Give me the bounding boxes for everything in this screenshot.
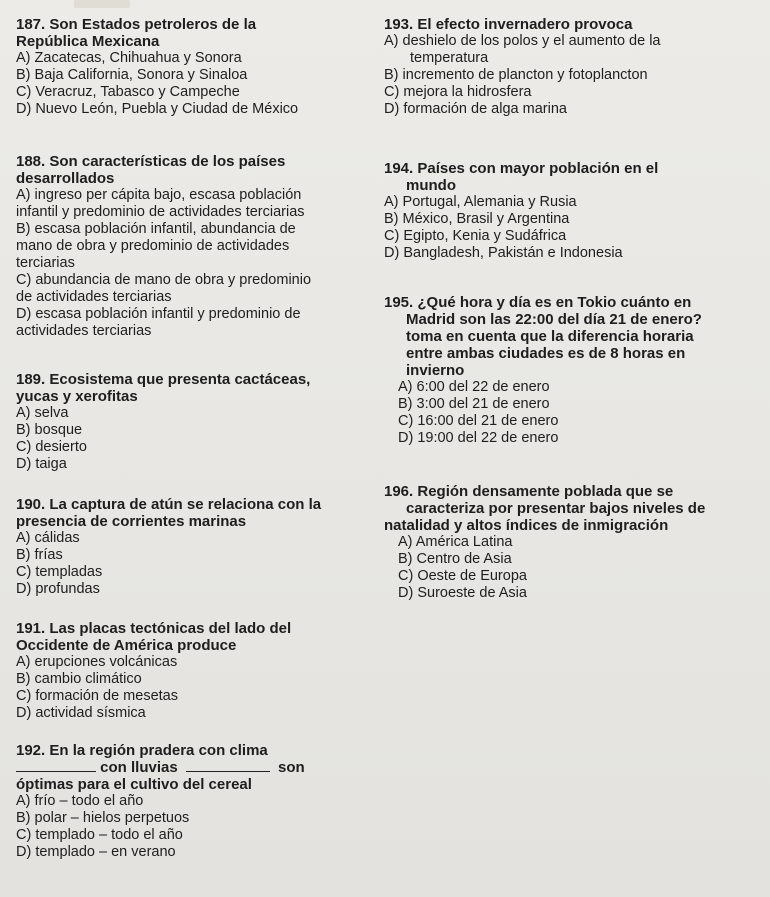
option-188-b[interactable]: B) escasa población infantil, abundancia de	[16, 221, 296, 237]
option-192-b[interactable]: B) polar – hielos perpetuos	[16, 810, 190, 826]
option-192-c[interactable]: C) templado – todo el año	[16, 827, 183, 843]
option-192-d[interactable]: D) templado – en verano	[16, 844, 176, 860]
question-192-options	[16, 793, 376, 861]
question-187-title: 187. Son Estados petroleros de la República Mexicana	[16, 16, 257, 50]
option-193-a[interactable]: A) deshielo de los polos y el aumento de la	[384, 33, 661, 49]
question-195-options	[384, 379, 764, 447]
option-189-d[interactable]: D) taiga	[16, 456, 67, 472]
question-191-options	[16, 654, 376, 722]
top-edge-mark	[74, 0, 130, 8]
option-195-d[interactable]: D) 19:00 del 22 de enero	[398, 430, 559, 446]
question-187	[16, 16, 376, 118]
option-196-d[interactable]: D) Suroeste de Asia	[398, 585, 527, 601]
option-188-a-cont: infantil y predominio de actividades terciarias	[16, 204, 305, 220]
question-188-options	[16, 187, 376, 340]
question-196	[384, 483, 764, 602]
option-193-a-cont: temperatura	[410, 50, 489, 66]
option-194-d[interactable]: D) Bangladesh, Pakistán e Indonesia	[384, 245, 623, 261]
option-187-c[interactable]: C) Veracruz, Tabasco y Campeche	[16, 84, 240, 100]
question-187-options	[16, 50, 376, 118]
option-191-d[interactable]: D) actividad sísmica	[16, 705, 146, 721]
question-190-options	[16, 530, 376, 598]
option-187-b[interactable]: B) Baja California, Sonora y Sinaloa	[16, 67, 248, 83]
option-196-b[interactable]: B) Centro de Asia	[398, 551, 512, 567]
option-191-b[interactable]: B) cambio climático	[16, 671, 142, 687]
question-194-options	[384, 194, 764, 262]
option-196-c[interactable]: C) Oeste de Europa	[398, 568, 527, 584]
question-196-options	[384, 534, 764, 602]
question-190-title: 190. La captura de atún se relaciona con la presencia de corrientes marinas	[16, 496, 322, 530]
question-190	[16, 496, 376, 598]
option-190-d[interactable]: D) profundas	[16, 581, 100, 597]
question-191	[16, 620, 376, 722]
question-193	[384, 16, 764, 118]
blank-2[interactable]	[186, 771, 270, 772]
option-189-c[interactable]: C) desierto	[16, 439, 87, 455]
question-189-title: 189. Ecosistema que presenta cactáceas, yucas y xerofitas	[16, 371, 311, 405]
option-190-a[interactable]: A) cálidas	[16, 530, 80, 546]
option-190-b[interactable]: B) frías	[16, 547, 63, 563]
option-188-c-cont: de actividades terciarias	[16, 289, 172, 305]
blank-1[interactable]	[16, 771, 96, 772]
question-189-options	[16, 405, 376, 473]
option-193-c[interactable]: C) mejora la hidrosfera	[384, 84, 532, 100]
option-194-a[interactable]: A) Portugal, Alemania y Rusia	[384, 194, 577, 210]
option-192-a[interactable]: A) frío – todo el año	[16, 793, 144, 809]
question-188	[16, 153, 376, 340]
option-194-c[interactable]: C) Egipto, Kenia y Sudáfrica	[384, 228, 567, 244]
question-189	[16, 371, 376, 473]
question-195	[384, 294, 764, 447]
option-190-c[interactable]: C) templadas	[16, 564, 103, 580]
question-193-options	[384, 33, 764, 118]
option-196-a[interactable]: A) América Latina	[398, 534, 513, 550]
option-194-b[interactable]: B) México, Brasil y Argentina	[384, 211, 570, 227]
question-192-title: 192. En la región pradera con clima con lluvias son óptimas para el cultivo del cereal	[16, 742, 376, 793]
option-187-d[interactable]: D) Nuevo León, Puebla y Ciudad de México	[16, 101, 299, 117]
option-189-a[interactable]: A) selva	[16, 405, 69, 421]
option-195-a[interactable]: A) 6:00 del 22 de enero	[398, 379, 550, 395]
option-188-b-cont2: terciarias	[16, 255, 75, 271]
question-191-title: 191. Las placas tectónicas del lado del Occidente de América produce	[16, 620, 292, 654]
option-193-b[interactable]: B) incremento de plancton y fotoplancton	[384, 67, 648, 83]
option-188-a[interactable]: A) ingreso per cápita bajo, escasa población	[16, 187, 302, 203]
option-188-d[interactable]: D) escasa población infantil y predominio de	[16, 306, 301, 322]
option-188-c[interactable]: C) abundancia de mano de obra y predominio	[16, 272, 312, 288]
option-195-b[interactable]: B) 3:00 del 21 de enero	[398, 396, 550, 412]
option-193-d[interactable]: D) formación de alga marina	[384, 101, 567, 117]
question-194	[384, 160, 764, 262]
question-188-title: 188. Son características de los países desarrollados	[16, 153, 286, 187]
option-191-a[interactable]: A) erupciones volcánicas	[16, 654, 178, 670]
question-192	[16, 742, 376, 861]
question-195-title: 195. ¿Qué hora y día es en Tokio cuánto en Madrid son las 22:00 del día 21 de enero? toma en cuenta que la diferencia horaria entre ambas ciudades es de 8 horas en invierno	[384, 294, 702, 379]
question-193-title: 193. El efecto invernadero provoca	[384, 16, 633, 33]
question-194-title: 194. Países con mayor población en el mundo	[384, 160, 659, 194]
option-187-a[interactable]: A) Zacatecas, Chihuahua y Sonora	[16, 50, 242, 66]
option-188-b-cont1: mano de obra y predominio de actividades	[16, 238, 290, 254]
option-195-c[interactable]: C) 16:00 del 21 de enero	[398, 413, 559, 429]
question-192-blank-line: con lluvias son	[16, 759, 376, 776]
option-191-c[interactable]: C) formación de mesetas	[16, 688, 178, 704]
question-196-title: 196. Región densamente poblada que se caracteriza por presentar bajos niveles de natalidad y altos índices de inmigración	[384, 483, 706, 534]
option-189-b[interactable]: B) bosque	[16, 422, 83, 438]
option-188-d-cont: actividades terciarias	[16, 323, 152, 339]
